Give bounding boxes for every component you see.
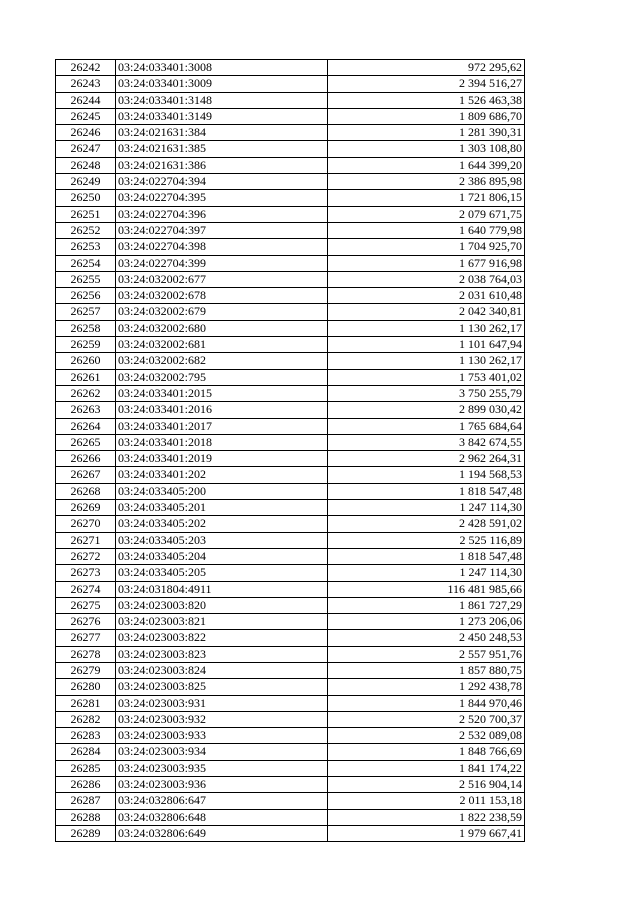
cadastral-value-cell: 1 247 114,30 [328, 500, 525, 516]
row-number-cell: 26246 [56, 125, 116, 141]
cadastral-number-cell: 03:24:033401:2015 [116, 385, 328, 401]
cadastral-value-cell: 1 303 108,80 [328, 141, 525, 157]
row-number-cell: 26274 [56, 581, 116, 597]
cadastral-number-cell: 03:24:023003:821 [116, 614, 328, 630]
cadastral-number-cell: 03:24:023003:936 [116, 777, 328, 793]
cadastral-number-cell: 03:24:022704:395 [116, 190, 328, 206]
cadastral-number-cell: 03:24:033401:2017 [116, 418, 328, 434]
table-row [56, 516, 525, 532]
row-number-cell: 26277 [56, 630, 116, 646]
table-row [56, 385, 525, 401]
cadastral-number-cell: 03:24:023003:932 [116, 711, 328, 727]
cadastral-number-cell: 03:24:032002:682 [116, 353, 328, 369]
cadastral-number-cell: 03:24:033401:202 [116, 467, 328, 483]
row-number-cell: 26288 [56, 809, 116, 825]
cadastral-value-cell: 2 962 264,31 [328, 451, 525, 467]
row-number-cell: 26280 [56, 679, 116, 695]
row-number-cell: 26257 [56, 304, 116, 320]
cadastral-number-cell: 03:24:023003:934 [116, 744, 328, 760]
table-row [56, 548, 525, 564]
row-number-cell: 26286 [56, 777, 116, 793]
row-number-cell: 26273 [56, 565, 116, 581]
cadastral-number-cell: 03:24:032806:647 [116, 793, 328, 809]
table-row [56, 369, 525, 385]
cadastral-number-cell: 03:24:022704:394 [116, 174, 328, 190]
cadastral-number-cell: 03:24:022704:397 [116, 222, 328, 238]
cadastral-number-cell: 03:24:033401:3149 [116, 108, 328, 124]
table-row [56, 793, 525, 809]
row-number-cell: 26261 [56, 369, 116, 385]
row-number-cell: 26243 [56, 76, 116, 92]
cadastral-value-cell: 2 428 591,02 [328, 516, 525, 532]
row-number-cell: 26252 [56, 222, 116, 238]
cadastral-value-cell: 3 842 674,55 [328, 434, 525, 450]
cadastral-value-cell: 2 450 248,53 [328, 630, 525, 646]
cadastral-number-cell: 03:24:033405:204 [116, 548, 328, 564]
cadastral-value-cell: 1 130 262,17 [328, 320, 525, 336]
cadastral-number-cell: 03:24:033401:3009 [116, 76, 328, 92]
cadastral-value-cell: 1 841 174,22 [328, 760, 525, 776]
table-row [56, 304, 525, 320]
table-row [56, 60, 525, 76]
table-row [56, 239, 525, 255]
cadastral-value-cell: 1 822 238,59 [328, 809, 525, 825]
cadastral-number-cell: 03:24:032002:680 [116, 320, 328, 336]
table-row [56, 500, 525, 516]
cadastral-value-cell: 1 677 916,98 [328, 255, 525, 271]
table-row [56, 92, 525, 108]
table-row [56, 614, 525, 630]
table-row [56, 157, 525, 173]
table-row [56, 320, 525, 336]
cadastral-number-cell: 03:24:033401:3148 [116, 92, 328, 108]
table-row [56, 777, 525, 793]
table-row [56, 532, 525, 548]
table-body [56, 60, 525, 842]
cadastral-number-cell: 03:24:032002:677 [116, 271, 328, 287]
row-number-cell: 26279 [56, 662, 116, 678]
row-number-cell: 26275 [56, 597, 116, 613]
cadastral-number-cell: 03:24:033405:203 [116, 532, 328, 548]
cadastral-number-cell: 03:24:023003:824 [116, 662, 328, 678]
table-row [56, 337, 525, 353]
cadastral-value-cell: 1 753 401,02 [328, 369, 525, 385]
cadastral-value-cell: 1 644 399,20 [328, 157, 525, 173]
row-number-cell: 26268 [56, 483, 116, 499]
cadastral-value-cell: 972 295,62 [328, 60, 525, 76]
cadastral-value-cell: 2 042 340,81 [328, 304, 525, 320]
row-number-cell: 26250 [56, 190, 116, 206]
cadastral-value-cell: 2 557 951,76 [328, 646, 525, 662]
row-number-cell: 26278 [56, 646, 116, 662]
cadastral-value-cell: 1 818 547,48 [328, 548, 525, 564]
cadastral-value-cell: 1 809 686,70 [328, 108, 525, 124]
row-number-cell: 26289 [56, 825, 116, 841]
cadastral-value-cell: 116 481 985,66 [328, 581, 525, 597]
cadastral-value-cell: 2 394 516,27 [328, 76, 525, 92]
cadastral-value-cell: 2 532 089,08 [328, 728, 525, 744]
cadastral-number-cell: 03:24:033405:200 [116, 483, 328, 499]
cadastral-number-cell: 03:24:023003:933 [116, 728, 328, 744]
row-number-cell: 26263 [56, 402, 116, 418]
cadastral-number-cell: 03:24:022704:396 [116, 206, 328, 222]
row-number-cell: 26242 [56, 60, 116, 76]
row-number-cell: 26262 [56, 385, 116, 401]
row-number-cell: 26281 [56, 695, 116, 711]
cadastral-value-cell: 2 520 700,37 [328, 711, 525, 727]
table-row [56, 662, 525, 678]
cadastral-value-cell: 2 011 153,18 [328, 793, 525, 809]
table-row [56, 402, 525, 418]
cadastral-value-cell: 1 281 390,31 [328, 125, 525, 141]
cadastral-number-cell: 03:24:033401:3008 [116, 60, 328, 76]
table-row [56, 825, 525, 841]
table-row [56, 141, 525, 157]
cadastral-value-cell: 1 844 970,46 [328, 695, 525, 711]
cadastral-number-cell: 03:24:023003:820 [116, 597, 328, 613]
table-row [56, 76, 525, 92]
cadastral-value-cell: 3 750 255,79 [328, 385, 525, 401]
cadastral-number-cell: 03:24:023003:823 [116, 646, 328, 662]
row-number-cell: 26287 [56, 793, 116, 809]
cadastral-value-cell: 1 848 766,69 [328, 744, 525, 760]
table-row [56, 483, 525, 499]
cadastral-number-cell: 03:24:023003:931 [116, 695, 328, 711]
cadastral-number-cell: 03:24:031804:4911 [116, 581, 328, 597]
row-number-cell: 26264 [56, 418, 116, 434]
cadastral-number-cell: 03:24:033405:205 [116, 565, 328, 581]
cadastral-number-cell: 03:24:032002:681 [116, 337, 328, 353]
table-row [56, 646, 525, 662]
row-number-cell: 26270 [56, 516, 116, 532]
row-number-cell: 26260 [56, 353, 116, 369]
cadastral-number-cell: 03:24:033401:2018 [116, 434, 328, 450]
row-number-cell: 26248 [56, 157, 116, 173]
table-row [56, 222, 525, 238]
cadastral-value-cell: 1 857 880,75 [328, 662, 525, 678]
cadastral-value-cell: 1 194 568,53 [328, 467, 525, 483]
row-number-cell: 26259 [56, 337, 116, 353]
row-number-cell: 26245 [56, 108, 116, 124]
table-row [56, 695, 525, 711]
table-row [56, 711, 525, 727]
row-number-cell: 26255 [56, 271, 116, 287]
row-number-cell: 26249 [56, 174, 116, 190]
cadastral-value-cell: 1 861 727,29 [328, 597, 525, 613]
row-number-cell: 26283 [56, 728, 116, 744]
table-row [56, 271, 525, 287]
cadastral-value-cell: 2 031 610,48 [328, 288, 525, 304]
cadastral-value-cell: 2 079 671,75 [328, 206, 525, 222]
row-number-cell: 26253 [56, 239, 116, 255]
row-number-cell: 26258 [56, 320, 116, 336]
row-number-cell: 26244 [56, 92, 116, 108]
cadastral-number-cell: 03:24:023003:822 [116, 630, 328, 646]
row-number-cell: 26251 [56, 206, 116, 222]
table-row [56, 418, 525, 434]
cadastral-value-cell: 1 526 463,38 [328, 92, 525, 108]
cadastral-value-cell: 1 247 114,30 [328, 565, 525, 581]
row-number-cell: 26254 [56, 255, 116, 271]
row-number-cell: 26284 [56, 744, 116, 760]
row-number-cell: 26282 [56, 711, 116, 727]
cadastral-number-cell: 03:24:021631:386 [116, 157, 328, 173]
row-number-cell: 26256 [56, 288, 116, 304]
table-row [56, 679, 525, 695]
cadastral-value-cell: 2 899 030,42 [328, 402, 525, 418]
cadastral-number-cell: 03:24:021631:385 [116, 141, 328, 157]
cadastral-value-cell: 1 130 262,17 [328, 353, 525, 369]
row-number-cell: 26267 [56, 467, 116, 483]
table-row [56, 809, 525, 825]
cadastral-value-cell: 1 979 667,41 [328, 825, 525, 841]
cadastral-value-cell: 2 516 904,14 [328, 777, 525, 793]
row-number-cell: 26272 [56, 548, 116, 564]
cadastral-number-cell: 03:24:023003:825 [116, 679, 328, 695]
cadastral-number-cell: 03:24:033405:202 [116, 516, 328, 532]
table-row [56, 190, 525, 206]
table-row [56, 581, 525, 597]
cadastral-value-cell: 1 765 684,64 [328, 418, 525, 434]
cadastral-number-cell: 03:24:021631:384 [116, 125, 328, 141]
cadastral-value-cell: 2 525 116,89 [328, 532, 525, 548]
row-number-cell: 26265 [56, 434, 116, 450]
row-number-cell: 26285 [56, 760, 116, 776]
table-row [56, 467, 525, 483]
cadastral-number-cell: 03:24:022704:399 [116, 255, 328, 271]
cadastral-value-cell: 1 273 206,06 [328, 614, 525, 630]
cadastral-number-cell: 03:24:032806:649 [116, 825, 328, 841]
cadastral-value-cell: 1 721 806,15 [328, 190, 525, 206]
cadastral-value-table [55, 59, 525, 842]
table-row [56, 353, 525, 369]
cadastral-number-cell: 03:24:033401:2019 [116, 451, 328, 467]
row-number-cell: 26266 [56, 451, 116, 467]
cadastral-number-cell: 03:24:023003:935 [116, 760, 328, 776]
cadastral-number-cell: 03:24:033405:201 [116, 500, 328, 516]
cadastral-number-cell: 03:24:033401:2016 [116, 402, 328, 418]
table-row [56, 728, 525, 744]
cadastral-value-cell: 1 292 438,78 [328, 679, 525, 695]
cadastral-number-cell: 03:24:032806:648 [116, 809, 328, 825]
row-number-cell: 26269 [56, 500, 116, 516]
table-row [56, 744, 525, 760]
cadastral-number-cell: 03:24:032002:678 [116, 288, 328, 304]
table-row [56, 760, 525, 776]
table-row [56, 206, 525, 222]
cadastral-value-cell: 1 818 547,48 [328, 483, 525, 499]
cadastral-number-cell: 03:24:032002:795 [116, 369, 328, 385]
cadastral-value-cell: 2 386 895,98 [328, 174, 525, 190]
cadastral-number-cell: 03:24:022704:398 [116, 239, 328, 255]
cadastral-value-cell: 2 038 764,03 [328, 271, 525, 287]
cadastral-value-cell: 1 640 779,98 [328, 222, 525, 238]
table-row [56, 108, 525, 124]
table-row [56, 597, 525, 613]
row-number-cell: 26247 [56, 141, 116, 157]
table-row [56, 630, 525, 646]
row-number-cell: 26276 [56, 614, 116, 630]
table-row [56, 174, 525, 190]
table-row [56, 125, 525, 141]
table-row [56, 451, 525, 467]
cadastral-value-cell: 1 704 925,70 [328, 239, 525, 255]
cadastral-value-cell: 1 101 647,94 [328, 337, 525, 353]
row-number-cell: 26271 [56, 532, 116, 548]
table-row [56, 288, 525, 304]
table-row [56, 434, 525, 450]
table-row [56, 565, 525, 581]
table-row [56, 255, 525, 271]
cadastral-number-cell: 03:24:032002:679 [116, 304, 328, 320]
